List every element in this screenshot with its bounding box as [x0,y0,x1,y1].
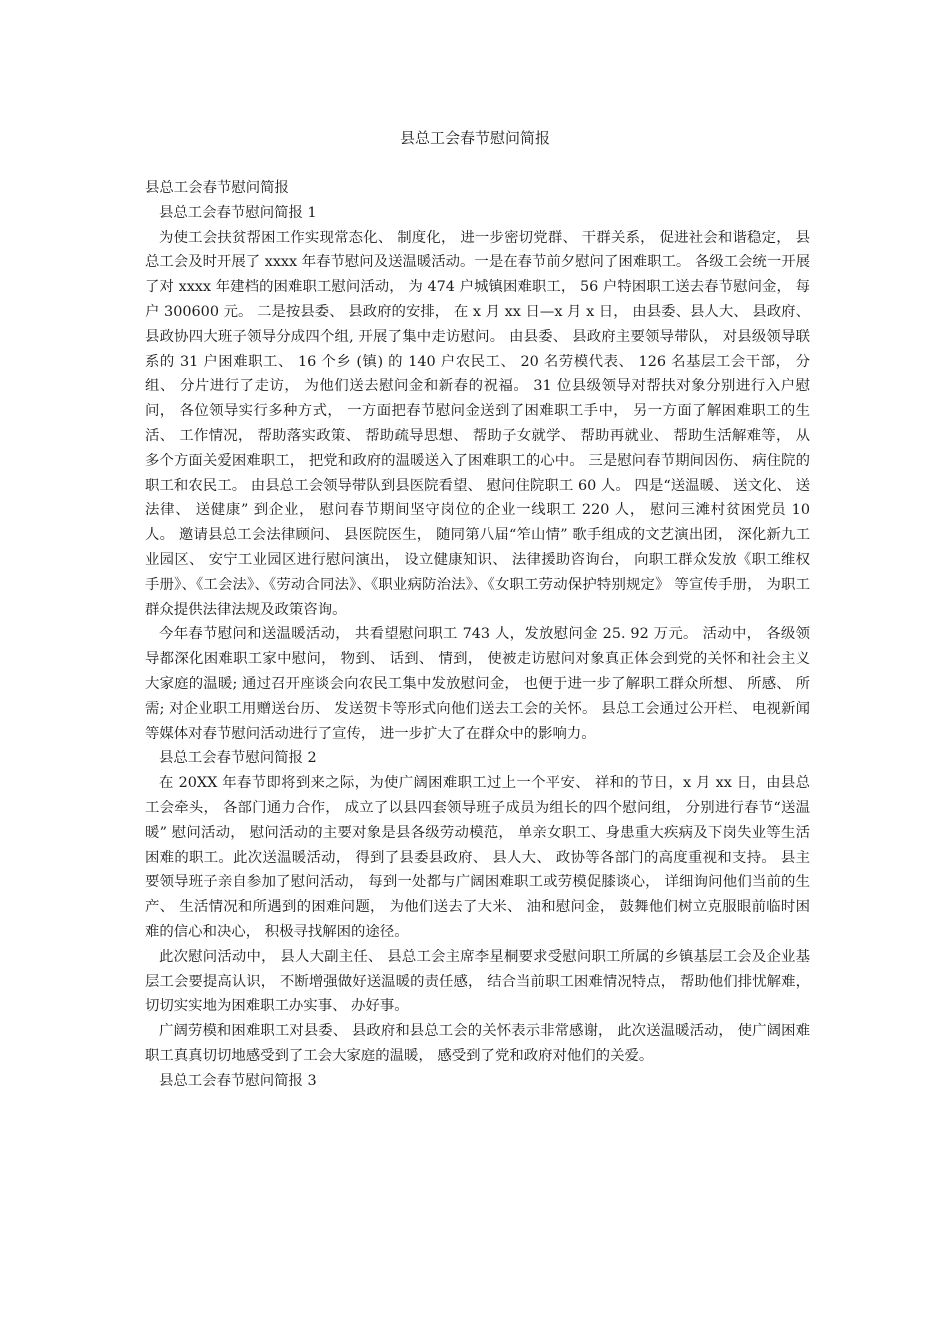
main-heading: 县总工会春节慰问简报 [145,180,289,196]
paragraph: 为使工会扶贫帮困工作实现常态化、 制度化， 进一步密切党群、 干群关系， 促进社会和谐稳定， 县总工会及时开展了 xxxx 年春节慰问及送温暖活动。一是在春节前夕慰问了困难职工。 各级工会统一开展了对 xxxx 年建档的困难职工慰问活动， 为 474 户城镇困难职工， 56 户特困职工送去春节慰问金， 每户 300600 元。 二是按县委、 县政府的安排， 在 x 月 xx 日—x 月 x 日， 由县委、县人大、 县政府、 县政协四大班子领导分成四个组, 开展了集中走访慰问。 由县委、 县政府主要领导带队， 对县级领导联系的 31 户困难职工、 16 个乡 (镇) 的 140 户农民工、 20 名劳模代表、 126 名基层工会干部， 分组、 分片进行了走访， 为他们送去慰问金和新春的祝福。 31 位县级领导对帮扶对象分别进行入户慰问， 各位领导实行多种方式， 一方面把春节慰问金送到了困难职工手中， 另一方面了解困难职工的生活、 工作情况， 帮助落实政策、 帮助疏导思想、 帮助子女就学、 帮助再就业、 帮助生活解难等， 从多个方面关爱困难职工， 把党和政府的温暖送入了困难职工的心中。 三是慰问春节期间因伤、 病住院的职工和农民工。 由县总工会领导带队到县医院看望、 慰问住院职工 60 人。 四是“送温暖、 送文化、 送法律、 送健康” 到企业， 慰问春节期间坚守岗位的企业一线职工 220 人， 慰问三滩村贫困党员 10 人。 邀请县总工会法律顾问、 县医院医生， 随同第八届“笮山情” 歌手组成的文艺演出团， 深化新九工业园区、 安宁工业园区进行慰问演出， 设立健康知识、 法律援助咨询台， 向职工群众发放《职工维权手册》、《工会法》、《劳动合同法》、《职业病防治法》、《女职工劳动保护特别规定》 等宣传手册， 为职工群众提供法律法规及政策咨询。 [145,229,810,618]
paragraph: 今年春节慰问和送温暖活动， 共看望慰问职工 743 人，发放慰问金 25. 92 万元。 活动中， 各级领导都深化困难职工家中慰问， 物到、 话到、 情到， 使被走访慰问对象真正体会到党的关怀和社会主义大家庭的温暖; 通过召开座谈会向农民工集中发放慰问金， 也便于进一步了解职工群众所想、 所感、 所需; 对企业职工用赠送台历、 发送贺卡等形式向他们送去工会的关怀。 县总工会通过公开栏、 电视新闻等媒体对春节慰问活动进行了宣传， 进一步扩大了在群众中的影响力。 [145,626,810,742]
section-heading-1: 县总工会春节慰问简报 1 [159,204,317,221]
paragraph: 此次慰问活动中， 县人大副主任、 县总工会主席李星桐要求受慰问职工所属的乡镇基层工会及企业基层工会要提高认识， 不断增强做好送温暖的责任感， 结合当前职工困难情况特点， 帮助他们排忧解难， 切切实实地为困难职工办实事、 办好事。 [145,948,810,1015]
section-heading-3: 县总工会春节慰问简报 3 [159,1072,317,1089]
paragraph: 在 20XX 年春节即将到来之际，为使广阔困难职工过上一个平安、 祥和的节日，x 月 xx 日，由县总工会牵头， 各部门通力合作， 成立了以县四套领导班子成员为组长的四个慰问组， 分别进行春节“送温暖” 慰问活动， 慰问活动的主要对象是县各级劳动模范， 单亲女职工、身患重大疾病及下岗失业等生活困难的职工。此次送温暖活动， 得到了县委县政府、 县人大、 政协等各部门的高度重视和支持。 县主要领导班子亲自参加了慰问活动， 每到一处都与广阔困难职工或劳模促膝谈心， 详细询问他们当前的生产、 生活情况和所遇到的困难问题， 为他们送去了大米、 油和慰问金， 鼓舞他们树立克服眼前临时困难的信心和决心， 积极寻找解困的途径。 [145,775,810,940]
document-body [145,176,810,1093]
section-heading-2: 县总工会春节慰问简报 2 [159,750,317,767]
document-title: 县总工会春节慰问简报 [399,129,550,147]
paragraph: 广阔劳模和困难职工对县委、 县政府和县总工会的关怀表示非常感谢， 此次送温暖活动， 使广阔困难职工真真切切地感受到了工会大家庭的温暖， 感受到了党和政府对他们的关爱。 [145,1023,810,1064]
